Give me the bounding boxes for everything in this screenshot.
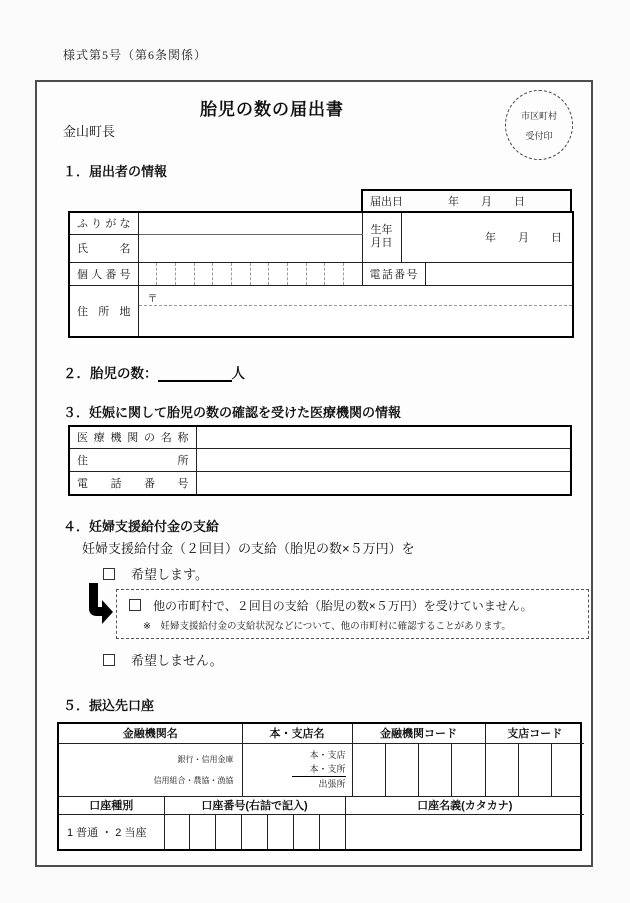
- branch-kind-line2: 本・支所: [309, 764, 346, 775]
- section4-heading: ４．妊婦支援給付金の支給: [63, 518, 220, 534]
- option-yes-label: 希望します。: [131, 567, 208, 582]
- institution-phone-input-cell[interactable]: [196, 472, 571, 495]
- institution-address-input-cell[interactable]: [196, 449, 571, 472]
- stamp-line1: 市区町村: [520, 110, 557, 121]
- option-yes-checkbox[interactable]: [103, 568, 115, 580]
- branch-code-digit-cell[interactable]: [485, 744, 518, 796]
- stamp-line2: 受付印: [525, 130, 553, 141]
- bank-name-header: 金融機関名: [59, 724, 242, 744]
- account-number-digit-cell[interactable]: [216, 815, 242, 849]
- report-date-box[interactable]: [361, 189, 572, 211]
- section1-heading: １．届出者の情報: [63, 164, 168, 179]
- account-number-digit-cell[interactable]: [319, 815, 345, 849]
- bank-code-header: 金融機関コード: [352, 724, 485, 744]
- account-number-digit-cell[interactable]: [190, 815, 216, 849]
- option-no-label: 希望しません。: [131, 653, 223, 668]
- no-duplicate-payment-checkbox[interactable]: [129, 599, 141, 611]
- bank-code-digit-cell[interactable]: [419, 744, 452, 796]
- personal-number-input-cell[interactable]: [138, 262, 362, 285]
- address-label: 住所地: [69, 285, 138, 337]
- postal-mark: 〒: [139, 286, 573, 306]
- branch-code-digit-cell[interactable]: [518, 744, 551, 796]
- furigana-label: ふりがな: [69, 212, 138, 234]
- table-row: [69, 472, 571, 495]
- section5-heading: ５．振込先口座: [63, 697, 155, 713]
- bank-code-digit-cell[interactable]: [452, 744, 485, 796]
- account-type-header: 口座種別: [59, 797, 164, 815]
- account-name-header: 口座名義(カタカナ): [345, 797, 584, 815]
- addressee: 金山町長: [63, 124, 116, 139]
- fetus-count-suffix: 人: [231, 365, 245, 381]
- option-yes-row: [103, 565, 591, 583]
- name-label: 氏名: [69, 234, 138, 262]
- account-number-digit-cell[interactable]: [242, 815, 268, 849]
- institution-phone-label: 電話番号: [69, 472, 196, 495]
- account-number-digit-cell[interactable]: [267, 815, 293, 849]
- phone-input-cell[interactable]: [425, 262, 573, 285]
- table-row: [69, 449, 571, 472]
- fetus-count-input-line[interactable]: [158, 367, 232, 382]
- medical-institution-table: [68, 425, 572, 496]
- branch-code-digit-cell[interactable]: [551, 744, 584, 796]
- branch-name-header: 本・支店名: [242, 724, 352, 744]
- table-row: [69, 426, 571, 449]
- account-number-digit-cell[interactable]: [293, 815, 319, 849]
- bank-code-digit-cell[interactable]: [385, 744, 418, 796]
- section3-heading: ３．妊娠に関して胎児の数の確認を受けた医療機関の情報: [63, 404, 402, 420]
- receipt-stamp-circle: [505, 90, 573, 160]
- bank-name-input-cell[interactable]: [59, 744, 242, 796]
- no-duplicate-payment-label: 他の市町村で、２回目の支給（胎児の数×５万円）を受けていません。: [153, 598, 533, 613]
- birthdate-label: 生年 月日: [362, 212, 401, 262]
- institution-name-input-cell[interactable]: [196, 426, 571, 449]
- personal-number-label: 個人番号: [69, 262, 138, 285]
- name-input-cell[interactable]: [138, 234, 362, 262]
- option-no-row: [103, 651, 591, 669]
- page-title: 胎児の数の届出書: [200, 100, 344, 119]
- option-no-checkbox[interactable]: [103, 654, 115, 666]
- form-frame: [35, 80, 593, 867]
- down-right-arrow-icon: [88, 583, 114, 627]
- branch-name-input-cell[interactable]: [242, 744, 352, 796]
- bank-kind-line2: 信用組合・農協・漁協: [153, 775, 234, 785]
- institution-address-label: 住所: [69, 449, 196, 472]
- phone-label: 電話番号: [362, 262, 425, 285]
- report-date-label: 届出日: [370, 196, 403, 208]
- account-name-input-cell[interactable]: [345, 815, 584, 849]
- bank-code-digit-cell[interactable]: [352, 744, 385, 796]
- branch-code-header: 支店コード: [485, 724, 584, 744]
- branch-kind-line1: 本・支店: [309, 750, 346, 761]
- account-type-options[interactable]: 1 普通 ・ 2 当座: [59, 815, 164, 849]
- applicant-table: [68, 211, 574, 338]
- account-number-header: 口座番号(右詰で記入): [164, 797, 345, 815]
- form-code: 様式第5号（第6条関係）: [63, 48, 208, 62]
- confirmation-box: [116, 589, 589, 639]
- section2-heading: [63, 362, 591, 382]
- address-input-cell[interactable]: [138, 285, 573, 337]
- branch-kind-line3: 出張所: [292, 776, 345, 791]
- institution-name-label: 医療機関の名称: [69, 426, 196, 449]
- benefit-lead-text: 妊婦支援給付金（２回目）の支給（胎児の数×５万円）を: [82, 540, 415, 556]
- account-number-digit-cell[interactable]: [164, 815, 190, 849]
- bank-kind-line1: 銀行・信用金庫: [177, 754, 234, 764]
- bank-account-table: [57, 722, 582, 851]
- report-date-units: 年 月 日: [448, 196, 525, 208]
- fetus-count-label: ２．胎児の数：: [63, 365, 158, 381]
- birthdate-input-cell[interactable]: 年 月 日: [401, 212, 573, 262]
- confirmation-note: ※ 妊婦支援給付金の支給状況などについて、他の市町村に確認することがあります。: [143, 620, 511, 632]
- furigana-input-cell[interactable]: [138, 212, 362, 234]
